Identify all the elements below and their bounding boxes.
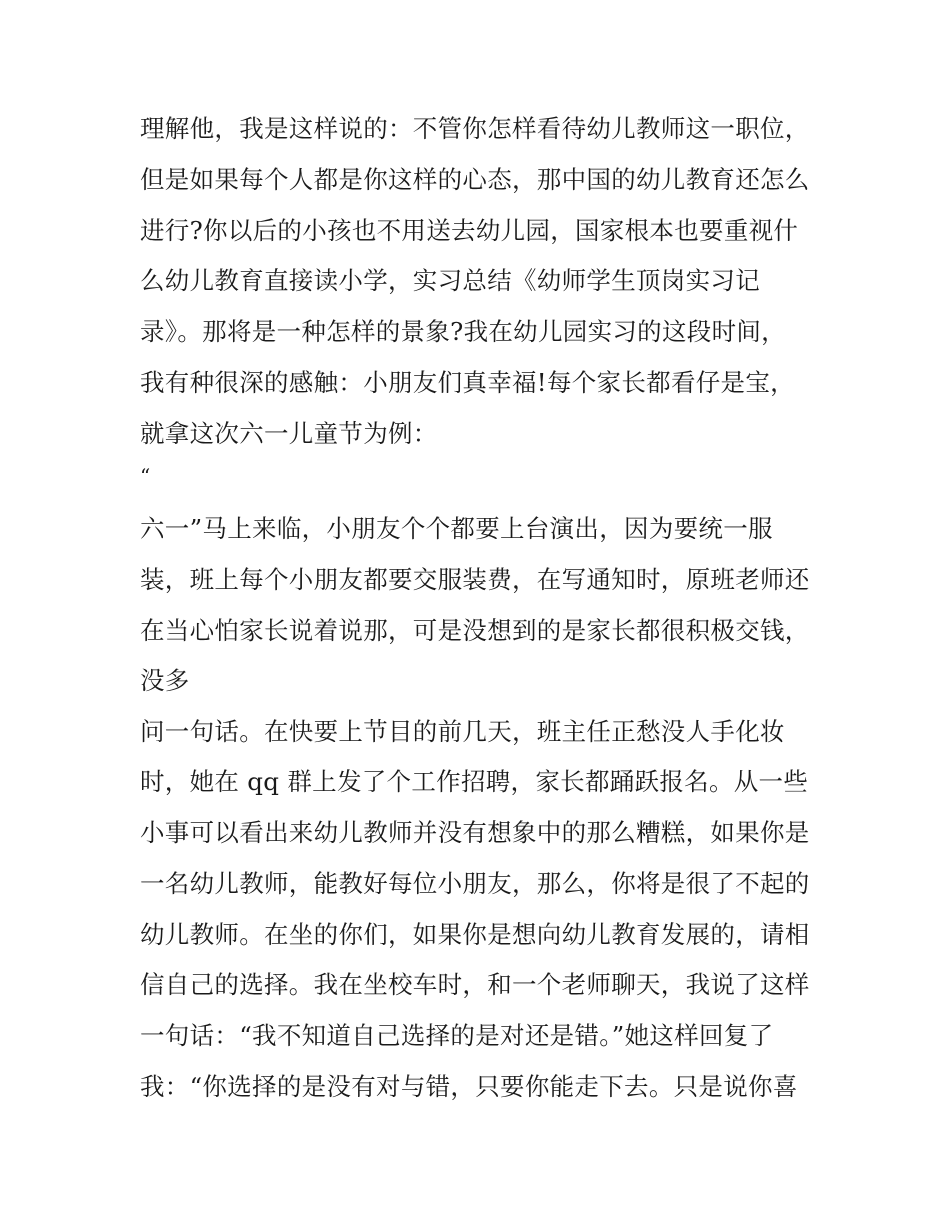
text-line: 我：“你选择的是没有对与错，只要你能走下去。只是说你喜 [140, 1072, 798, 1101]
text-line: 信自己的选择。我在坐校车时，和一个老师聊天，我说了这样 [140, 970, 810, 999]
text-line: 装，班上每个小朋友都要交服装费，在写通知时，原班老师还 [140, 565, 810, 594]
text-line: 小事可以看出来幼儿教师并没有想象中的那么糟糕，如果你是 [140, 818, 810, 847]
text-line: 幼儿教师。在坐的你们，如果你是想向幼儿教育发展的，请相 [140, 920, 810, 949]
text-line: 一句话：“我不知道自己选择的是对还是错。”她这样回复了 [140, 1021, 774, 1050]
text-line: 么幼儿教育直接读小学，实习总结《幼师学生顶岗实习记 [140, 266, 760, 295]
text-line: 但是如果每个人都是你这样的心态，那中国的幼儿教育还怎么 [140, 165, 810, 194]
text-line: 理解他，我是这样说的：不管你怎样看待幼儿教师这一职位， [140, 114, 810, 143]
text-line: 时，她在 qq 群上发了个工作招聘，家长都踊跃报名。从一些 [140, 767, 809, 796]
text-line: 六一”马上来临，小朋友个个都要上台演出，因为要统一服 [140, 514, 773, 543]
text-line: 在当心怕家长说着说那，可是没想到的是家长都很积极交钱， [140, 616, 810, 645]
text-line: 没多 [140, 666, 190, 695]
text-line: 我有种很深的感触：小朋友们真幸福!每个家长都看仔是宝， [140, 368, 795, 397]
text-line: 问一句话。在快要上节目的前几天，班主任正愁没人手化妆 [140, 717, 785, 746]
text-line: 一名幼儿教师，能教好每位小朋友，那么，你将是很了不起的 [140, 869, 810, 898]
text-line: 进行?你以后的小孩也不用送去幼儿园，国家根本也要重视什 [140, 216, 799, 245]
quote-mark: “ [140, 464, 151, 488]
text-line: 录》。那将是一种怎样的景象?我在幼儿园实习的这段时间， [140, 317, 786, 346]
text-line: 就拿这次六一儿童节为例： [140, 419, 438, 448]
